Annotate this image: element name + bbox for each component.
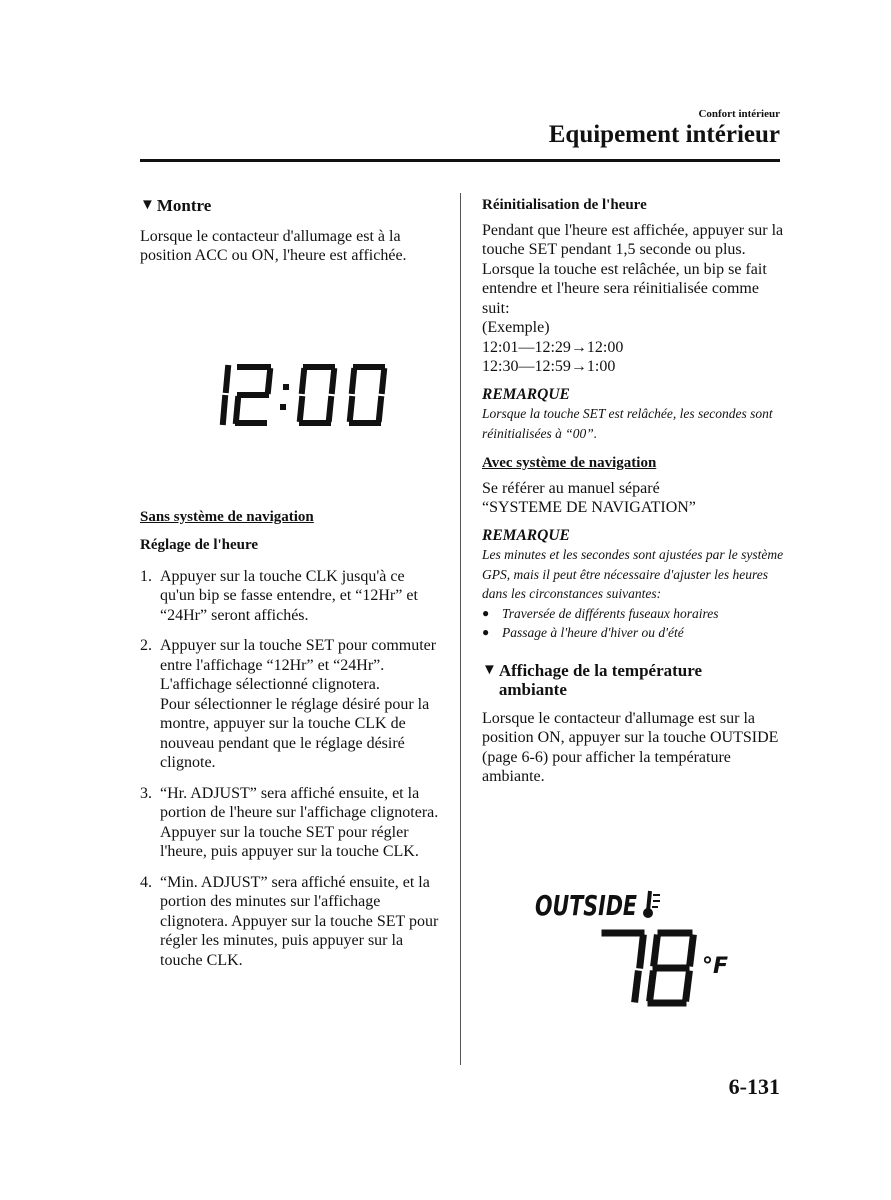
reinit-body: Pendant que l'heure est affichée, appuyer sur la touche SET pendant 1,5 seconde ou plus. Lorsque la touche est relâchée, un bip se fait entendre et l'heure sera réinitialisée comme suit: — [482, 221, 784, 317]
page-number: 6-131 — [728, 1074, 780, 1099]
list-item: 2. Appuyer sur la touche SET pour commuter entre l'affichage “12Hr” et “24Hr”. L'affichage sélectionné clignotera. Pour sélectionner le réglage désiré pour la montre, appuyer sur la touche CLK de nouveau pendant que le réglage désiré clignote. — [140, 637, 437, 771]
column-divider — [460, 193, 461, 1065]
temp-unit: °F — [702, 954, 729, 979]
clock-display — [210, 362, 400, 428]
bullet-icon: ● — [482, 605, 490, 620]
temperature-title-1: Affichage de la température — [498, 660, 703, 680]
remark-heading: REMARQUE — [482, 385, 570, 403]
bullet-icon: ● — [482, 625, 490, 639]
temperature-title-2: ambiante — [498, 680, 567, 699]
list-item: ● Traversée de différents fuseaux horaires — [482, 604, 784, 624]
outside-temp-display — [535, 885, 735, 1010]
example-label: (Exemple) — [482, 319, 550, 336]
temperature-heading — [482, 661, 784, 700]
remark-bullets — [482, 604, 784, 643]
montre-title: Montre — [156, 196, 212, 215]
list-item: ● Passage à l'heure d'hiver ou d'été — [482, 623, 784, 643]
list-item: 4. “Min. ADJUST” sera affiché ensuite, et la portion des minutes sur l'affichage clignotera. Appuyer sur la touche SET pour régler les minutes, puis appuyer sur la touche CLK. — [140, 873, 439, 969]
montre-heading — [140, 196, 440, 216]
temp-digits — [605, 933, 693, 1003]
sans-nav-heading: Sans système de navigation — [140, 508, 314, 525]
avec-nav-body-1: Se référer au manuel séparé — [482, 479, 660, 497]
temperature-body: Lorsque le contacteur d'allumage est sur la position ON, appuyer sur la touche OUTSIDE (page 6-6) pour afficher la température ambiante. — [482, 709, 779, 785]
left-column — [140, 196, 440, 981]
steps-list — [140, 567, 440, 971]
avec-nav-body-2: “SYSTEME DE NAVIGATION” — [482, 499, 696, 516]
remark-heading: REMARQUE — [482, 526, 570, 544]
chapter-title: Confort intérieur — [698, 108, 780, 120]
triangle-icon: ▼ — [482, 661, 497, 678]
right-column — [482, 196, 784, 787]
reglage-heading: Réglage de l'heure — [140, 537, 259, 553]
section-title: Equipement intérieur — [548, 121, 780, 148]
example-line-2: 12:30—12:59→1:00 — [482, 358, 616, 375]
list-item: 3. “Hr. ADJUST” sera affiché ensuite, et la portion de l'heure sur l'affichage clignotera. Appuyer sur la touche SET pour régler l'heure, puis appuyer sur la touche CLK. — [140, 784, 439, 860]
header-rule — [140, 159, 780, 162]
avec-nav-heading: Avec système de navigation — [482, 455, 657, 471]
remark-text: Les minutes et les secondes sont ajustées par le système GPS, mais il peut être nécessaire d'ajuster les heures dans les circonstances suivantes: — [482, 547, 784, 601]
remark-text: Lorsque la touche SET est relâchée, les secondes sont réinitialisées à “00”. — [482, 406, 773, 441]
thermometer-icon — [643, 891, 660, 918]
montre-intro: Lorsque le contacteur d'allumage est à la position ACC ou ON, l'heure est affichée. — [140, 227, 407, 264]
outside-label: OUTSIDE — [535, 889, 637, 922]
reinit-heading: Réinitialisation de l'heure — [482, 197, 647, 213]
example-line-1: 12:01—12:29→12:00 — [482, 338, 624, 356]
triangle-icon: ▼ — [140, 197, 155, 213]
list-item: 1. Appuyer sur la touche CLK jusqu'à ce qu'un bip se fasse entendre, et “12Hr” et “24Hr” seront affichés. — [140, 567, 418, 624]
